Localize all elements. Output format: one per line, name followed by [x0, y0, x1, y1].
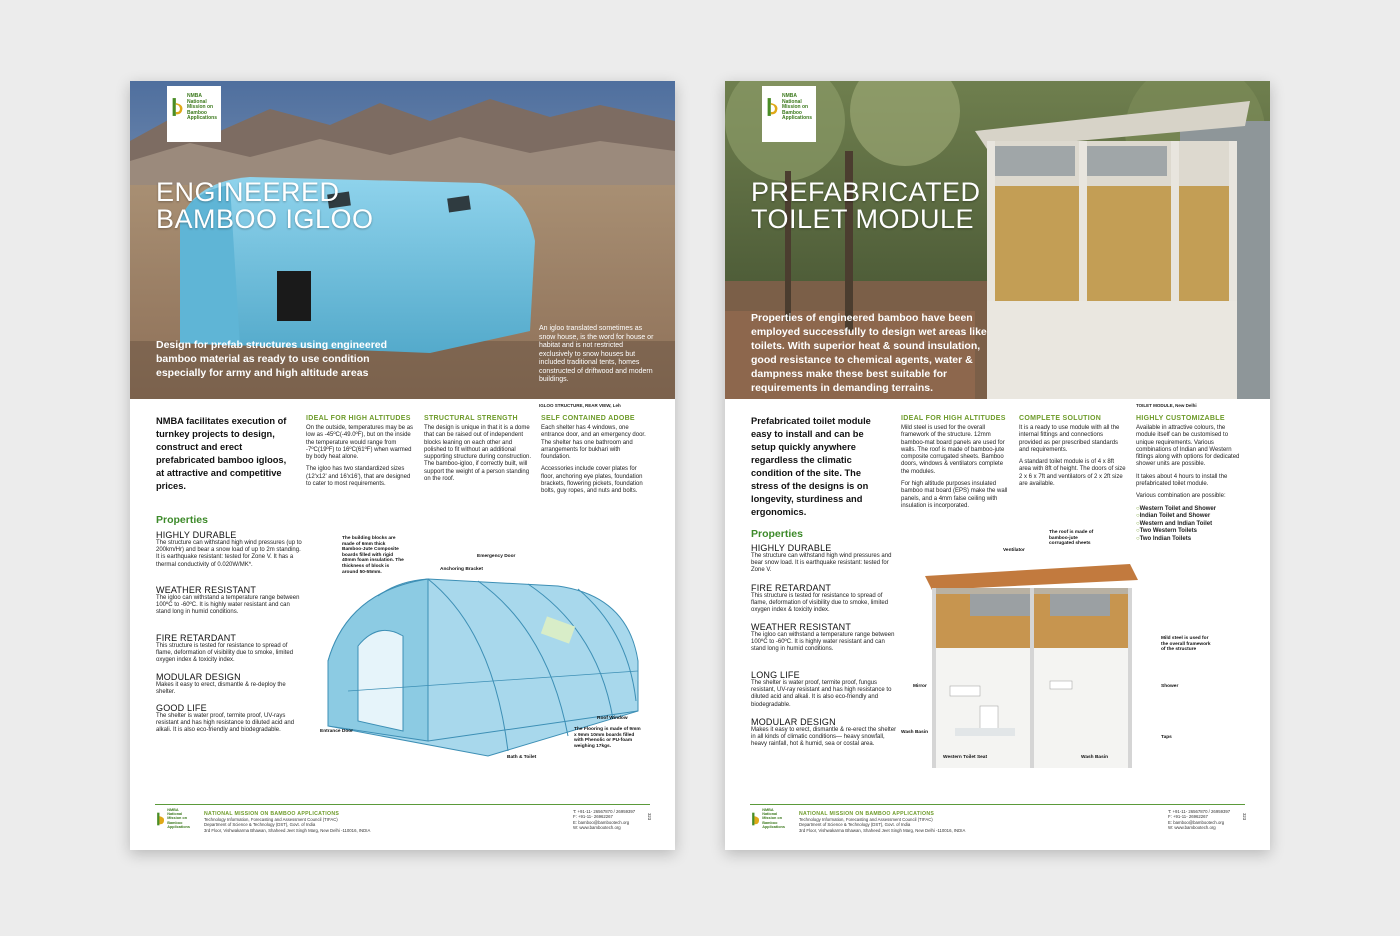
- brochure-page-igloo: [130, 81, 675, 850]
- logo-line: NMBA: [781, 93, 797, 99]
- hero-image-igloo: [130, 81, 675, 399]
- column-paragraph: Various combination are possible:: [1136, 493, 1226, 500]
- column-paragraph: It takes about 4 hours to install the prefabricated toilet module.: [1136, 473, 1228, 488]
- column-heading: HIGHLY CUSTOMIZABLE: [1136, 415, 1225, 422]
- logo-line: Applications: [186, 115, 217, 121]
- logo-line: NMBA: [762, 808, 774, 812]
- column-paragraph: It is a ready to use module with all the internal fittings and connections provided as per prescribed standards and requirements.: [1019, 425, 1120, 453]
- footer-divider: [155, 804, 650, 805]
- property-title: MODULAR DESIGN: [156, 672, 241, 682]
- property-item: [751, 622, 899, 654]
- column-paragraph: Accessories include cover plates for floor, anchoring eye plates, foundation brackets, flowering pickets, foundation bolts, guy ropes, and nuts and bolts.: [541, 466, 643, 495]
- bamboo-leaf-icon: [751, 808, 760, 830]
- property-text: The structure can withstand high wind pressures and bear snow load. It is earthquake resistant: tested for Zone V.: [751, 553, 892, 574]
- footer-divider: [750, 804, 1245, 805]
- brochure-page-toilet: [725, 81, 1270, 850]
- property-text: This structure is tested for resistance to spread of flame, deformation of visibility due to smoke, limited oxygen index & toxicity index.: [751, 593, 889, 614]
- callout-roof: The roof is made of bamboo-jute corrugated sheets: [1049, 530, 1094, 547]
- callout-taps: Taps: [1161, 735, 1172, 740]
- combination-list: [1136, 506, 1244, 544]
- footer-line: Department of Science & Technology (DST), Govt. of India: [799, 822, 911, 828]
- property-title: FIRE RETARDANT: [751, 583, 832, 593]
- callout-building-blocks: The building blocks are made of 6mm thick Bamboo-Jute Composite boards filled with rigid 40mm foam insulation. The thickness of block is around 50-55mm.: [342, 536, 404, 575]
- column-heading: COMPLETE SOLUTION: [1019, 415, 1102, 422]
- callout-wash-basin: Wash Basin: [901, 730, 929, 735]
- property-item: [751, 583, 899, 615]
- bamboo-leaf-icon: [156, 808, 165, 830]
- callout-mild-steel: Mild steel is used for the overall framework of the structure: [1161, 636, 1211, 653]
- property-title: HIGHLY DURABLE: [156, 530, 237, 540]
- property-item: [156, 672, 304, 696]
- intro-text: Prefabricated toilet module easy to install and can be setup quickly anywhere regardless the climatic condition of the site. The stress of the designs is on longevity, sturdiness and ergonomics.: [751, 416, 871, 517]
- logo-line: Bamboo: [186, 109, 207, 116]
- feature-column: [541, 415, 649, 501]
- column-paragraph: Mild steel is used for the overall framework of the structure. 12mm bamboo-mat board panels are used for walls. The roof is made of bamboo-jute composite corrugated sheets. Bamboo doors, windows & ventilators complete the modules.: [901, 425, 1005, 475]
- footer-line: Technology Information, Forecasting and Assessment Council (TIFAC): [799, 817, 933, 822]
- nmba-logo: [167, 86, 221, 142]
- list-item: ○ Western Toilet and Shower: [1136, 506, 1244, 514]
- property-text: The igloo can withstand a temperature range between 100ºC to -60ºC. It is highly water resistant and can stand long in humid conditions.: [751, 632, 895, 653]
- footer-contact: [1168, 809, 1230, 831]
- property-item: [156, 585, 304, 617]
- list-item: ○ Two Western Toilets: [1136, 528, 1244, 536]
- callout-wash-basin: Wash Basin: [1081, 755, 1109, 760]
- callout-roof-window: Roof Window: [597, 716, 628, 721]
- footer-fax: F: +91-11- 26962267: [1168, 814, 1208, 820]
- property-text: The shelter is water proof, termite proof, UV-rays resistant and has high resistance to diluted acid and alkali. It is also eco-friendly and biodegradable.: [156, 713, 295, 734]
- feature-column: [424, 415, 532, 488]
- footer-organization: [799, 811, 1069, 833]
- footer-email: E: bamboo@bambootech.org: [573, 819, 630, 825]
- footer-line: Technology Information, Forecasting and Assessment Council (TIFAC): [204, 817, 338, 822]
- callout-emergency-door: Emergency Door: [477, 554, 516, 559]
- hero-image-toilet: [725, 81, 1270, 399]
- property-item: [751, 543, 899, 575]
- property-text: This structure is tested for resistance to spread of flame, deformation of visibility due to smoke, limited oxygen index & toxicity index.: [156, 643, 294, 664]
- logo-line: Applications: [167, 824, 190, 829]
- properties-heading: Properties: [751, 528, 803, 540]
- property-item: [156, 633, 304, 665]
- footer-phone: T: +91-11- 26567870 / 26959397: [1168, 809, 1231, 814]
- property-text: Makes it easy to erect, dismantle & re-erect the shelter in all kinds of climatic conditions— heavy snowfall, heavy rainfall, hot & humid, sea or costal area.: [751, 727, 897, 748]
- footer-web: W: www.bambootech.org: [573, 825, 621, 831]
- photo-caption: IGLOO STRUCTURE, REAR VIEW, Leh: [539, 403, 621, 408]
- property-title: FIRE RETARDANT: [156, 633, 237, 643]
- footer-logo: [751, 808, 785, 842]
- logo-line: Applications: [781, 115, 812, 121]
- footer-org-name: NATIONAL MISSION ON BAMBOO APPLICATIONS: [204, 811, 340, 817]
- logo-line: Mission on: [781, 104, 809, 110]
- property-item: [751, 670, 899, 709]
- callout-entrance-door: Entrance Door: [320, 729, 354, 734]
- footer-email: E: bamboo@bambootech.org: [1168, 819, 1225, 825]
- properties-heading: Properties: [156, 514, 208, 526]
- photo-caption: TOILET MODULE, New Delhi: [1136, 403, 1197, 408]
- page-title: ENGINEERED BAMBOO IGLOO: [156, 177, 374, 234]
- feature-column: [1136, 415, 1244, 544]
- column-paragraph: On the outside, temperatures may be as low as -45ºC(-49.0ºF), but on the inside the temperature would range from -7ºC(19ºF) to 16ºC(61ºF) when warmed by body heat alone.: [306, 425, 414, 461]
- logo-line: National: [186, 98, 207, 105]
- column-heading: IDEAL FOR HIGH ALTITUDES: [306, 415, 411, 422]
- property-title: HIGHLY DURABLE: [751, 543, 832, 553]
- column-paragraph: Available in attractive colours, the module itself can be customised to unique requirements. Various combinations of Indian and Western fittings along with options for dedicated shower units are possible.: [1136, 425, 1240, 468]
- logo-line: Mission on: [762, 816, 783, 821]
- callout-ventilator: Ventilator: [1003, 548, 1025, 553]
- footer-logo: [156, 808, 190, 842]
- footer-phone: T: +91-11- 26567870 / 26959397: [573, 809, 636, 814]
- logo-line: Bamboo: [167, 820, 183, 825]
- property-title: GOOD LIFE: [156, 703, 207, 713]
- footer-address: 3rd Floor, Vishwakarma Bhawan, Shaheed Jeet Singh Marg, New Delhi -110016, INDIA: [799, 827, 966, 833]
- callout-anchoring-bracket: Anchoring Bracket: [440, 567, 483, 572]
- callout-western-seat: Western Toilet Seat: [943, 755, 988, 760]
- nmba-logo: [762, 86, 816, 142]
- hero-lead-text: Properties of engineered bamboo have been employed successfully to design wet areas like toilets. With superior heat & sound insulation, good resistance to chemical agents, water & dampness make these best suitable for requirements in demanding terrains.: [751, 312, 987, 394]
- footer-web: W: www.bambootech.org: [1168, 825, 1216, 831]
- logo-line: National: [762, 812, 778, 817]
- footer-fax: F: +91-11- 26962267: [573, 814, 613, 820]
- intro-text: NMBA facilitates execution of turnkey projects to design, construct and erect prefabricated bamboo igloos, at attractive and competitive prices.: [156, 416, 287, 491]
- property-title: WEATHER RESISTANT: [751, 622, 852, 632]
- feature-column: [1019, 415, 1127, 493]
- bamboo-leaf-icon: [171, 94, 184, 120]
- column-paragraph: The igloo has two standardized sizes (12'x12' and 16'x16'), that are designed to cater to most requirements.: [306, 466, 411, 488]
- property-title: MODULAR DESIGN: [751, 717, 836, 727]
- property-item: [156, 703, 304, 735]
- list-item: ○ Indian Toilet and Shower: [1136, 513, 1244, 521]
- column-paragraph: The design is unique in that it is a dome that can be raised out of independent blocks leaning on each other and polished to fit without an additional supporting structure during construction. The bamboo-igloo, if correctly built, will support the weight of a person standing on the roof.: [424, 425, 532, 483]
- toilet-cutaway-diagram: [920, 556, 1150, 781]
- property-text: The structure can withstand high wind pressures (up to 200km/Hr) and bear a snow load of up to 2m standing. It is earthquake resistant: tested for Zone V. It has a thermal conductivity of 0.020W/MK*.: [156, 540, 302, 568]
- footer-contact: [573, 809, 635, 831]
- callout-mirror: Mirror: [913, 684, 927, 689]
- property-text: The igloo can withstand a temperature range between 100ºC to -60ºC. It is highly water resistant and can stand long in humid conditions.: [156, 595, 300, 616]
- footer-org-name: NATIONAL MISSION ON BAMBOO APPLICATIONS: [799, 811, 935, 817]
- logo-line: Applications: [762, 824, 785, 829]
- property-title: WEATHER RESISTANT: [156, 585, 257, 595]
- footer-organization: [204, 811, 474, 833]
- page-number: 323: [647, 813, 652, 821]
- property-text: Makes it easy to erect, dismantle & re-deploy the shelter.: [156, 682, 286, 696]
- callout-flooring: The Flooring is made of 9mm x 9mm 10mm boards filled with Phenolic or PU-foam weighing 17kgs.: [574, 727, 641, 749]
- column-heading: IDEAL FOR HIGH ALTITUDES: [901, 415, 1006, 422]
- column-heading: SELF CONTAINED ADOBE: [541, 415, 635, 422]
- page-title: PREFABRICATED TOILET MODULE: [751, 177, 981, 234]
- logo-line: National: [167, 812, 183, 817]
- column-paragraph: Each shelter has 4 windows, one entrance door, and an emergency door. The shelter has one bathroom and arrangements for bukhari with foundation.: [541, 425, 646, 461]
- list-item: ○ Western and Indian Toilet: [1136, 521, 1244, 529]
- list-item: ○ Two Indian Toilets: [1136, 536, 1244, 544]
- logo-line: NMBA: [167, 808, 179, 812]
- footer-address: 3rd Floor, Vishwakarma Bhawan, Shaheed Jeet Singh Marg, New Delhi -110016, INDIA: [204, 827, 371, 833]
- column-heading: STRUCTURAL STRENGTH: [424, 415, 518, 422]
- property-item: [156, 530, 304, 569]
- feature-column: [306, 415, 414, 493]
- callout-shower: Shower: [1161, 684, 1179, 689]
- logo-line: Mission on: [186, 104, 214, 110]
- column-paragraph: For high altitude purposes insulated bamboo mat board (EPS) make the wall panels, and a 4mm false ceiling with insulation is incorporated.: [901, 481, 1008, 509]
- page-number: 323: [1242, 813, 1247, 821]
- column-paragraph: A standard toilet module is of 4 x 8ft area with 8ft of height. The doors of size 2 x 6 x 7ft and ventilators of 2 x 2ft size are available.: [1019, 459, 1126, 488]
- logo-line: Mission on: [167, 816, 188, 821]
- callout-bath-toilet: Bath & Toilet: [507, 755, 537, 760]
- logo-line: Bamboo: [762, 820, 778, 825]
- property-item: [751, 717, 899, 749]
- logo-line: NMBA: [186, 93, 202, 99]
- logo-line: Bamboo: [781, 109, 802, 116]
- footer-line: Department of Science & Technology (DST), Govt. of India: [204, 822, 316, 828]
- feature-column: [901, 415, 1009, 515]
- hero-side-note: An igloo translated sometimes as snow house, is the word for house or habitat and is not restricted exclusively to snow houses but included traditional tents, homes constructed of driftwood and modern buildings.: [539, 325, 654, 383]
- logo-line: National: [781, 98, 802, 105]
- hero-lead-text: Design for prefab structures using engineered bamboo material as ready to use condition especially for army and high altitude areas: [156, 339, 388, 379]
- property-title: LONG LIFE: [751, 670, 800, 680]
- bamboo-leaf-icon: [766, 94, 779, 120]
- property-text: The shelter is water proof, termite proof, fungus resistant, UV-ray resistant and has high resistance to diluted acid and alkali. It is also eco-friendly and biodegradable.: [751, 680, 892, 708]
